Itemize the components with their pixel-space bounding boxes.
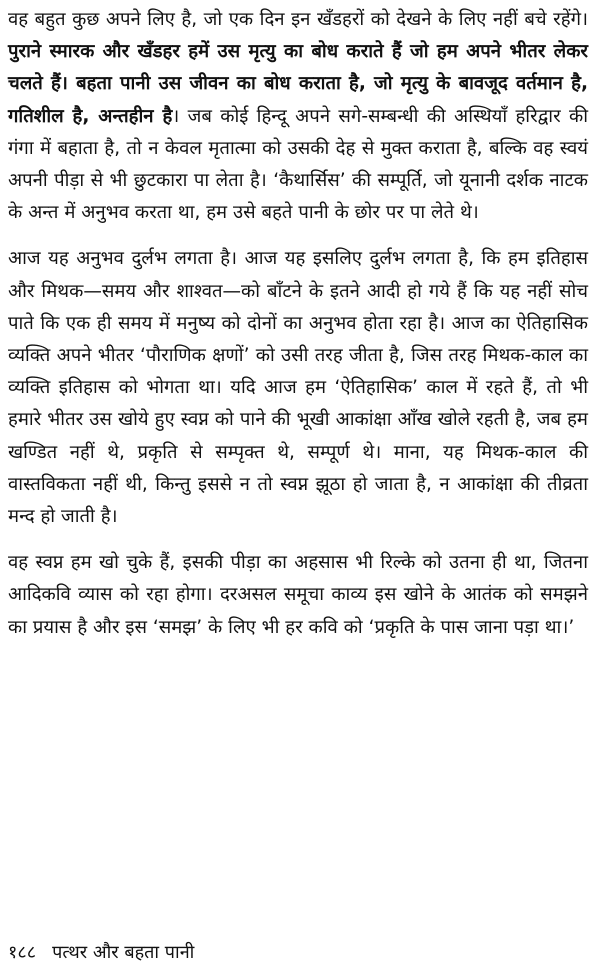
page-footer — [8, 940, 194, 966]
body-text — [8, 4, 588, 644]
paragraph — [8, 243, 588, 533]
paragraph — [8, 547, 588, 644]
text-segment: । जब कोई हिन्दू अपने सगे-सम्बन्धी की अस्थियाँ हरिद्वार की गंगा में बहाता है, तो न केवल मृतात्मा को उसकी देह से मुक्त कराता है, बल्कि वह स्वयं अपनी पीड़ा से भी छुटकारा पा लेता है। ‘कैथार्सिस’ की सम्पूर्ति, जो यूनानी दर्शक नाटक के अन्त में अनुभव करता था, हम उसे बहते पानी के छोर पर पा लेते थे। — [8, 105, 588, 224]
text-segment: आज यह अनुभव दुर्लभ लगता है। आज यह इसलिए दुर्लभ लगता है, कि हम इतिहास और मिथक—समय और शाश्वत—को बाँटने के इतने आदी हो गये हैं कि यह नहीं सोच पाते कि एक ही समय में मनुष्य को दोनों का अनुभव होता रहा है। आज का ऐतिहासिक व्यक्ति अपने भीतर ‘पौराणिक क्षणों’ को उसी तरह जीता है, जिस तरह मिथक-काल का व्यक्ति इतिहास को भोगता था। यदि आज हम ‘ऐतिहासिक’ काल में रहते हैं, तो भी हमारे भीतर उस खोये हुए स्वप्न को पाने की भूखी आकांक्षा आँख खोले रहती है, जब हम खण्डित नहीं थे, प्रकृति से सम्पृक्त थे, सम्पूर्ण थे। माना, यह मिथक-काल की वास्तविकता नहीं थी, किन्तु इससे न तो स्वप्न झूठा हो जाता है, न आकांक्षा की तीव्रता मन्द हो जाती है। — [8, 248, 588, 528]
book-title: पत्थर और बहता पानी — [52, 942, 195, 963]
bold-text-segment: पुराने स्मारक और खँडहर हमें उस मृत्यु का बोध कराते हैं जो हम अपने भीतर लेकर चलते हैं। बहता पानी उस जीवन का बोध कराता है, जो मृत्यु के बावजूद वर्तमान है, गतिशील है, अन्तहीन है — [8, 41, 588, 127]
page-number: १८८ — [8, 942, 37, 963]
text-segment: वह बहुत कुछ अपने लिए है, जो एक दिन इन खँडहरों को देखने के लिए नहीं बचे रहेंगे। — [8, 9, 588, 30]
paragraph — [8, 4, 588, 229]
text-segment: वह स्वप्न हम खो चुके हैं, इसकी पीड़ा का अहसास भी रिल्के को उतना ही था, जितना आदिकवि व्यास को रहा होगा। दरअसल समूचा काव्य इस खोने के आतंक को समझने का प्रयास है और इस ‘समझ’ के लिए भी हर कवि को ‘प्रकृति के पास जाना पड़ा था।’ — [8, 552, 588, 638]
